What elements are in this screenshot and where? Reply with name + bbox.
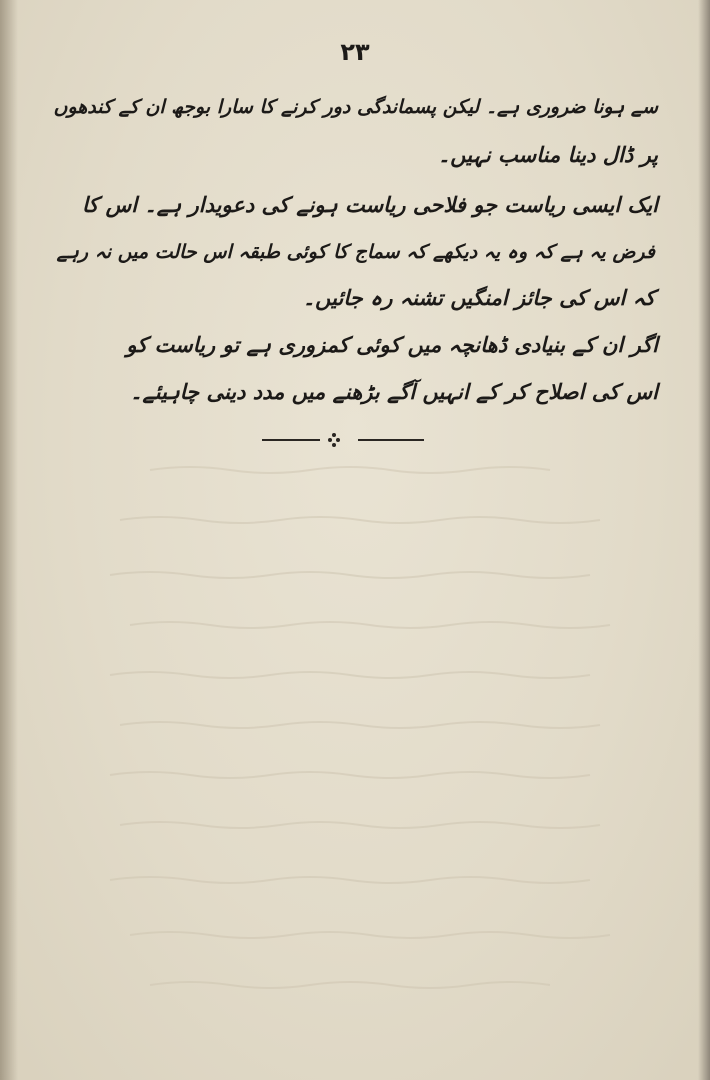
divider-dot xyxy=(332,433,336,437)
divider-dash xyxy=(262,439,320,441)
text-line: اس کی اصلاح کر کے انہیں آگے بڑھنے میں مدد دینی چاہیئے۔ xyxy=(130,380,658,404)
text-line: فرض یہ ہے کہ وہ یہ دیکھے کہ سماج کا کوئی طبقہ اس حالت میں نہ رہے xyxy=(56,241,655,263)
text-line: پر ڈال دینا مناسب نہیں۔ xyxy=(437,143,658,167)
text-line: ایک ایسی ریاست جو فلاحی ریاست ہونے کی دعویدار ہے۔ اس کا xyxy=(81,193,658,217)
divider-dash xyxy=(358,439,424,441)
divider-dot xyxy=(328,438,332,442)
text-line: سے ہونا ضروری ہے۔ لیکن پسماندگی دور کرنے کا سارا بوجھ ان کے کندھوں xyxy=(53,96,658,118)
divider-dot xyxy=(332,443,336,447)
text-line: کہ اس کی جائز امنگیں تشنہ رہ جائیں۔ xyxy=(302,286,655,310)
divider-dot xyxy=(336,438,340,442)
section-divider xyxy=(262,430,424,450)
page-number: ۲۳ xyxy=(340,38,370,66)
text-line: اگر ان کے بنیادی ڈھانچہ میں کوئی کمزوری ہے تو ریاست کو xyxy=(126,333,658,357)
